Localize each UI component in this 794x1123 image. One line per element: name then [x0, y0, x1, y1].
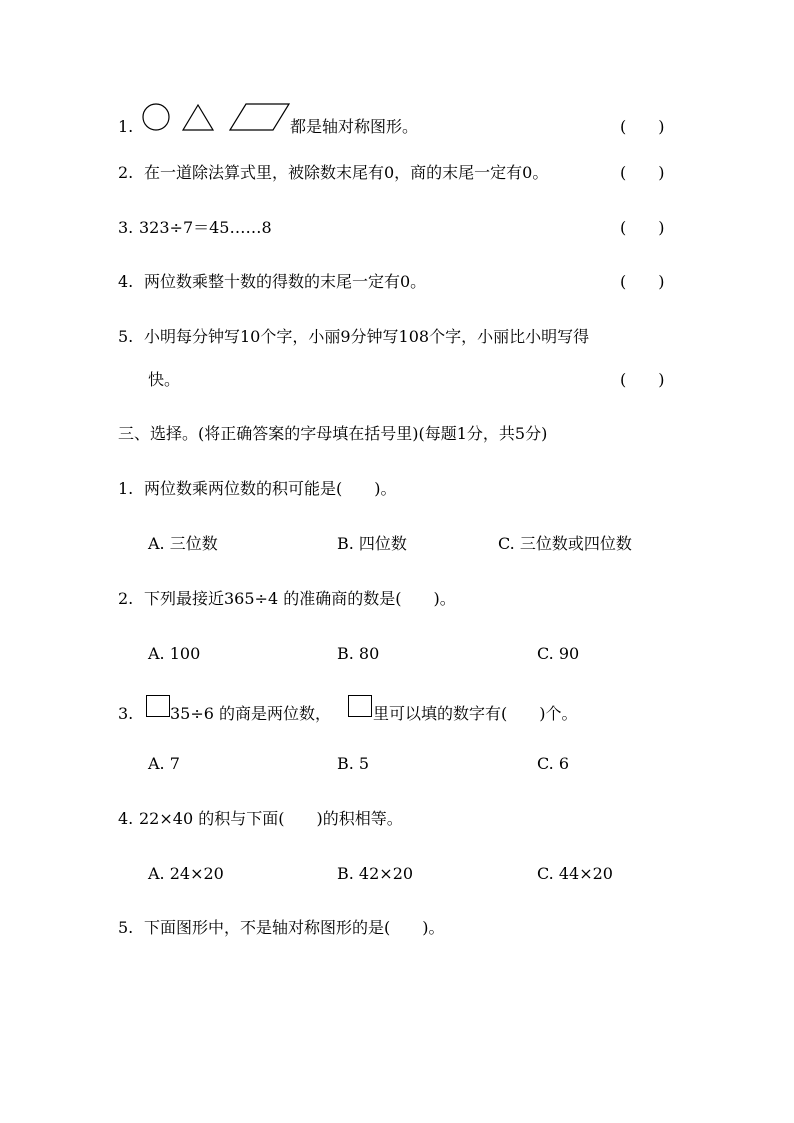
judge-q2 — [0, 162, 794, 184]
blank-box[interactable] — [146, 695, 170, 717]
choice-q3-option-c[interactable]: C. 6 — [537, 754, 570, 773]
judge-q1 — [0, 116, 794, 138]
judge-q3-answer-paren[interactable]: ( ) — [620, 218, 665, 237]
choice-q3-number: 3. — [118, 704, 134, 723]
choice-q1-option-a[interactable]: A. 三位数 — [148, 534, 218, 553]
blank-box[interactable] — [348, 695, 372, 717]
choice-q2-option-a[interactable]: A. 100 — [148, 644, 201, 663]
judge-q3 — [0, 217, 794, 239]
choice-q4-text: 22×40 的积与下面( )的积相等。 — [139, 809, 403, 828]
choice-q2-text: 下列最接近365÷4 的准确商的数是( )。 — [144, 589, 456, 608]
choice-q4-options — [0, 863, 794, 885]
parallelogram-shape — [230, 104, 289, 130]
choice-q4-number: 4. — [118, 809, 134, 828]
choice-q4-option-b[interactable]: B. 42×20 — [337, 864, 414, 883]
choice-q1-option-c[interactable]: C. 三位数或四位数 — [498, 534, 632, 553]
judge-q2-number: 2. — [118, 163, 134, 182]
choice-q3-option-b[interactable]: B. 5 — [337, 754, 370, 773]
choice-q1-number: 1. — [118, 479, 134, 498]
judge-q1-shapes — [142, 100, 292, 136]
section3-title: 三、选择。(将正确答案的字母填在括号里)(每题1分，共5分) — [118, 424, 548, 443]
judge-q3-text: 323÷7＝45……8 — [139, 218, 272, 237]
choice-q2-option-c[interactable]: C. 90 — [537, 644, 580, 663]
judge-q1-text: 都是轴对称图形。 — [290, 117, 419, 136]
choice-q4-option-a[interactable]: A. 24×20 — [148, 864, 224, 883]
judge-q5-text: 小明每分钟写10个字，小丽9分钟写108个字，小丽比小明写得 — [144, 327, 590, 346]
judge-q2-answer-paren[interactable]: ( ) — [620, 163, 665, 182]
judge-q3-number: 3. — [118, 218, 134, 237]
triangle-shape — [183, 105, 213, 130]
circle-shape — [143, 104, 169, 130]
choice-q3-text-a: 35÷6 的商是两位数， — [170, 704, 332, 723]
choice-q3-option-a[interactable]: A. 7 — [148, 754, 180, 773]
judge-q4-answer-paren[interactable]: ( ) — [620, 272, 665, 291]
judge-q2-text: 在一道除法算式里，被除数末尾有0，商的末尾一定有0。 — [144, 163, 549, 182]
judge-q5-text-cont: 快。 — [148, 370, 181, 389]
choice-q2-options — [0, 643, 794, 665]
judge-q5-continuation — [0, 369, 794, 391]
choice-q1-text: 两位数乘两位数的积可能是( )。 — [144, 479, 397, 498]
judge-q5-number: 5. — [118, 327, 134, 346]
judge-q1-number: 1. — [118, 117, 134, 136]
judge-q5-answer-paren[interactable]: ( ) — [620, 370, 665, 389]
choice-q4 — [0, 808, 794, 830]
choice-q4-option-c[interactable]: C. 44×20 — [537, 864, 613, 883]
choice-q1 — [0, 478, 794, 500]
judge-q1-answer-paren[interactable]: ( ) — [620, 117, 665, 136]
choice-q3 — [0, 703, 794, 725]
judge-q5 — [0, 326, 794, 348]
choice-q2-number: 2. — [118, 589, 134, 608]
choice-q2-option-b[interactable]: B. 80 — [337, 644, 380, 663]
choice-q5 — [0, 917, 794, 939]
choice-q5-number: 5. — [118, 918, 134, 937]
choice-q5-text: 下面图形中，不是轴对称图形的是( )。 — [144, 918, 445, 937]
judge-q4 — [0, 271, 794, 293]
choice-q1-options — [0, 533, 794, 555]
judge-q4-number: 4. — [118, 272, 134, 291]
choice-q3-text-b: 里可以填的数字有( )个。 — [373, 704, 578, 723]
judge-q4-text: 两位数乘整十数的得数的末尾一定有0。 — [144, 272, 427, 291]
section-title — [0, 423, 794, 445]
choice-q2 — [0, 588, 794, 610]
choice-q3-options — [0, 753, 794, 775]
choice-q1-option-b[interactable]: B. 四位数 — [337, 534, 407, 553]
